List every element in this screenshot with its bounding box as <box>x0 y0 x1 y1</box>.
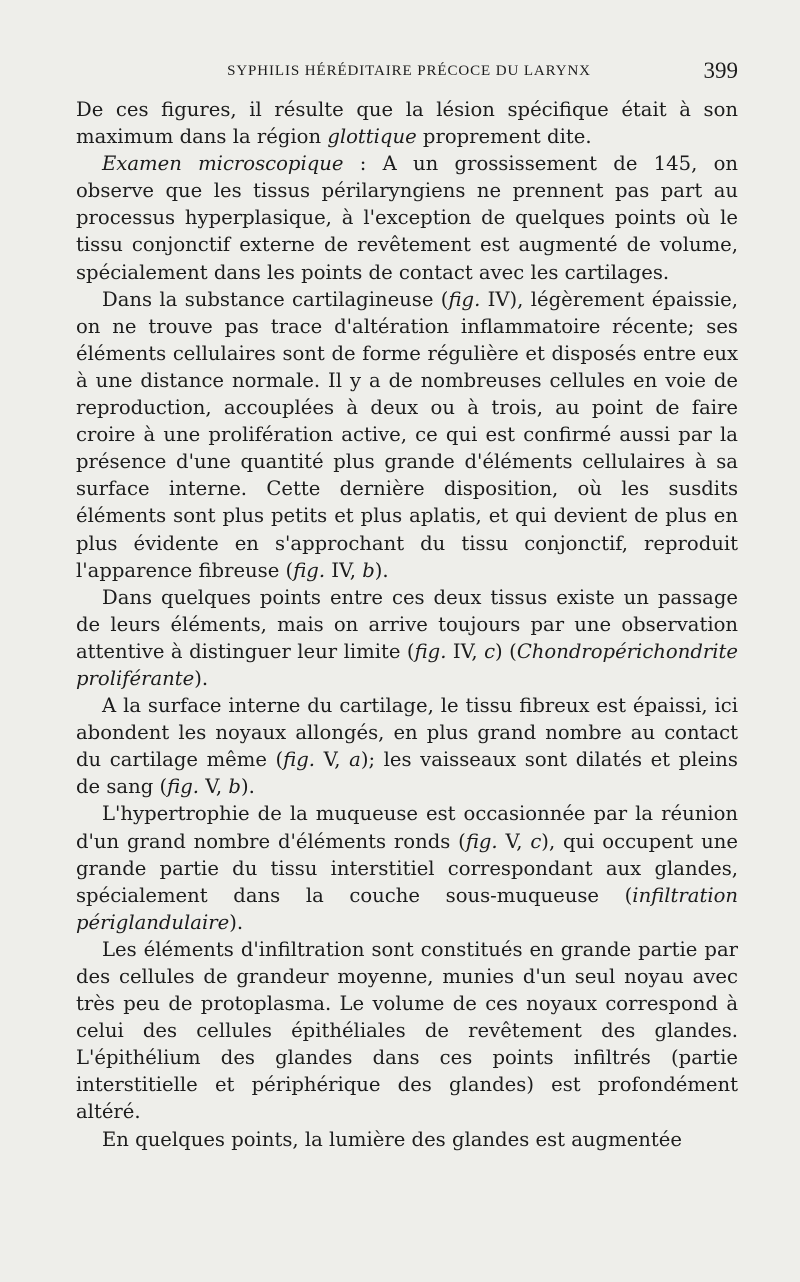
paragraph <box>76 150 738 285</box>
text-run: V, <box>198 775 229 799</box>
italic-text: fig. <box>414 639 447 663</box>
page-header <box>80 60 738 86</box>
paragraph <box>76 936 738 1126</box>
italic-text: glottique <box>327 125 417 149</box>
paragraph <box>76 96 738 150</box>
text-run: ). <box>374 558 389 582</box>
running-title: SYPHILIS HÉRÉDITAIRE PRÉCOCE DU LARYNX <box>227 63 591 79</box>
paragraph <box>76 800 738 935</box>
text-run: De ces figures, il résulte que la lésion spécifique était à son maximum dans la région <box>76 98 738 149</box>
text-run: IV), légèrement épaissie, on ne trouve pas trace d'altération inflammatoire récente; ses éléments cellulaires sont de forme régulière et disposés entre eux à une distance normale. Il y a de nombreuses cellules en voie de reproduction, accouplées à deux ou à trois, au point de faire croire à une prolifération active, ce qui est confirmé aussi par la présence d'une quantité plus grande d'éléments cellulaires à sa surface interne. Cette dernière disposition, où les susdits éléments sont plus petits et plus aplatis, et qui devient de plus en plus évidente en s'approchant du tissu conjonctif, reproduit l'apparence fibreuse ( <box>76 287 738 582</box>
paragraph <box>76 692 738 800</box>
text-run: ). <box>240 775 255 799</box>
paragraph <box>76 286 738 584</box>
italic-text: fig. <box>283 748 315 772</box>
text-run: L'hypertrophie de la muqueuse est occasionnée par la réunion d'un grand nombre d'éléments ronds ( <box>76 802 738 853</box>
text-run: A la surface interne du cartilage, le tissu fibreux est épaissi, ici abondent les noyaux allongés, en plus grand nombre au contact du cartilage même ( <box>76 694 738 772</box>
italic-text: b <box>228 775 241 799</box>
text-run: V, <box>497 829 531 853</box>
italic-text: Chondropérichondrite proliférante <box>76 639 738 690</box>
text-run: V, <box>315 748 350 772</box>
italic-text: infiltration périglandulaire <box>76 883 738 934</box>
italic-text: b <box>362 558 375 582</box>
page-number: 399 <box>703 58 738 83</box>
italic-text: fig. <box>293 558 326 582</box>
text-run: ); les vaisseaux sont dilatés et pleins de sang ( <box>76 748 738 799</box>
italic-text: fig. <box>167 775 199 799</box>
text-run: Les éléments d'infiltration sont constitués en grande partie par des cellules de grandeur moyenne, munies d'un seul noyau avec très peu de protoplasma. Le volume de ces noyaux correspond à celui des cellules épithéliales de revêtement des glandes. L'épithélium des glandes dans ces points infiltrés (partie interstitielle et périphérique des glandes) est profondément altéré. <box>76 937 738 1124</box>
text-run: En quelques points, la lumière des glandes est augmentée <box>102 1127 682 1151</box>
text-run: ). <box>194 666 209 690</box>
italic-text: fig. <box>465 829 498 853</box>
text-run: ). <box>229 910 244 934</box>
text-run: Dans quelques points entre ces deux tissus existe un passage de leurs éléments, mais on arrive toujours par une observation attentive à distinguer leur limite ( <box>76 585 738 663</box>
italic-text: a <box>349 748 361 772</box>
text-run: proprement dite. <box>416 125 592 149</box>
text-run: : A un grossissement de 145, on observe que les tissus périlaryngiens ne prennent pas part au processus hyperplasique, à l'exception de quelques points où le tissu conjonctif externe de revêtement est augmenté de volume, spécialement dans les points de contact avec les cartilages. <box>76 152 738 284</box>
italic-text: Examen microscopique <box>102 152 344 176</box>
body-text <box>76 96 738 1153</box>
text-run: Dans la substance cartilagineuse ( <box>102 287 449 311</box>
text-run: IV, <box>325 558 363 582</box>
italic-text: c <box>484 639 496 663</box>
italic-text: c <box>530 829 542 853</box>
text-run: IV, <box>446 639 485 663</box>
text-run: ) ( <box>495 639 517 663</box>
paragraph <box>76 584 738 692</box>
text-run: ), qui occupent une grande partie du tissu interstitiel correspondant aux glandes, spécialement dans la couche sous-muqueuse ( <box>76 829 738 907</box>
paragraph <box>76 1126 738 1153</box>
italic-text: fig. <box>448 287 481 311</box>
